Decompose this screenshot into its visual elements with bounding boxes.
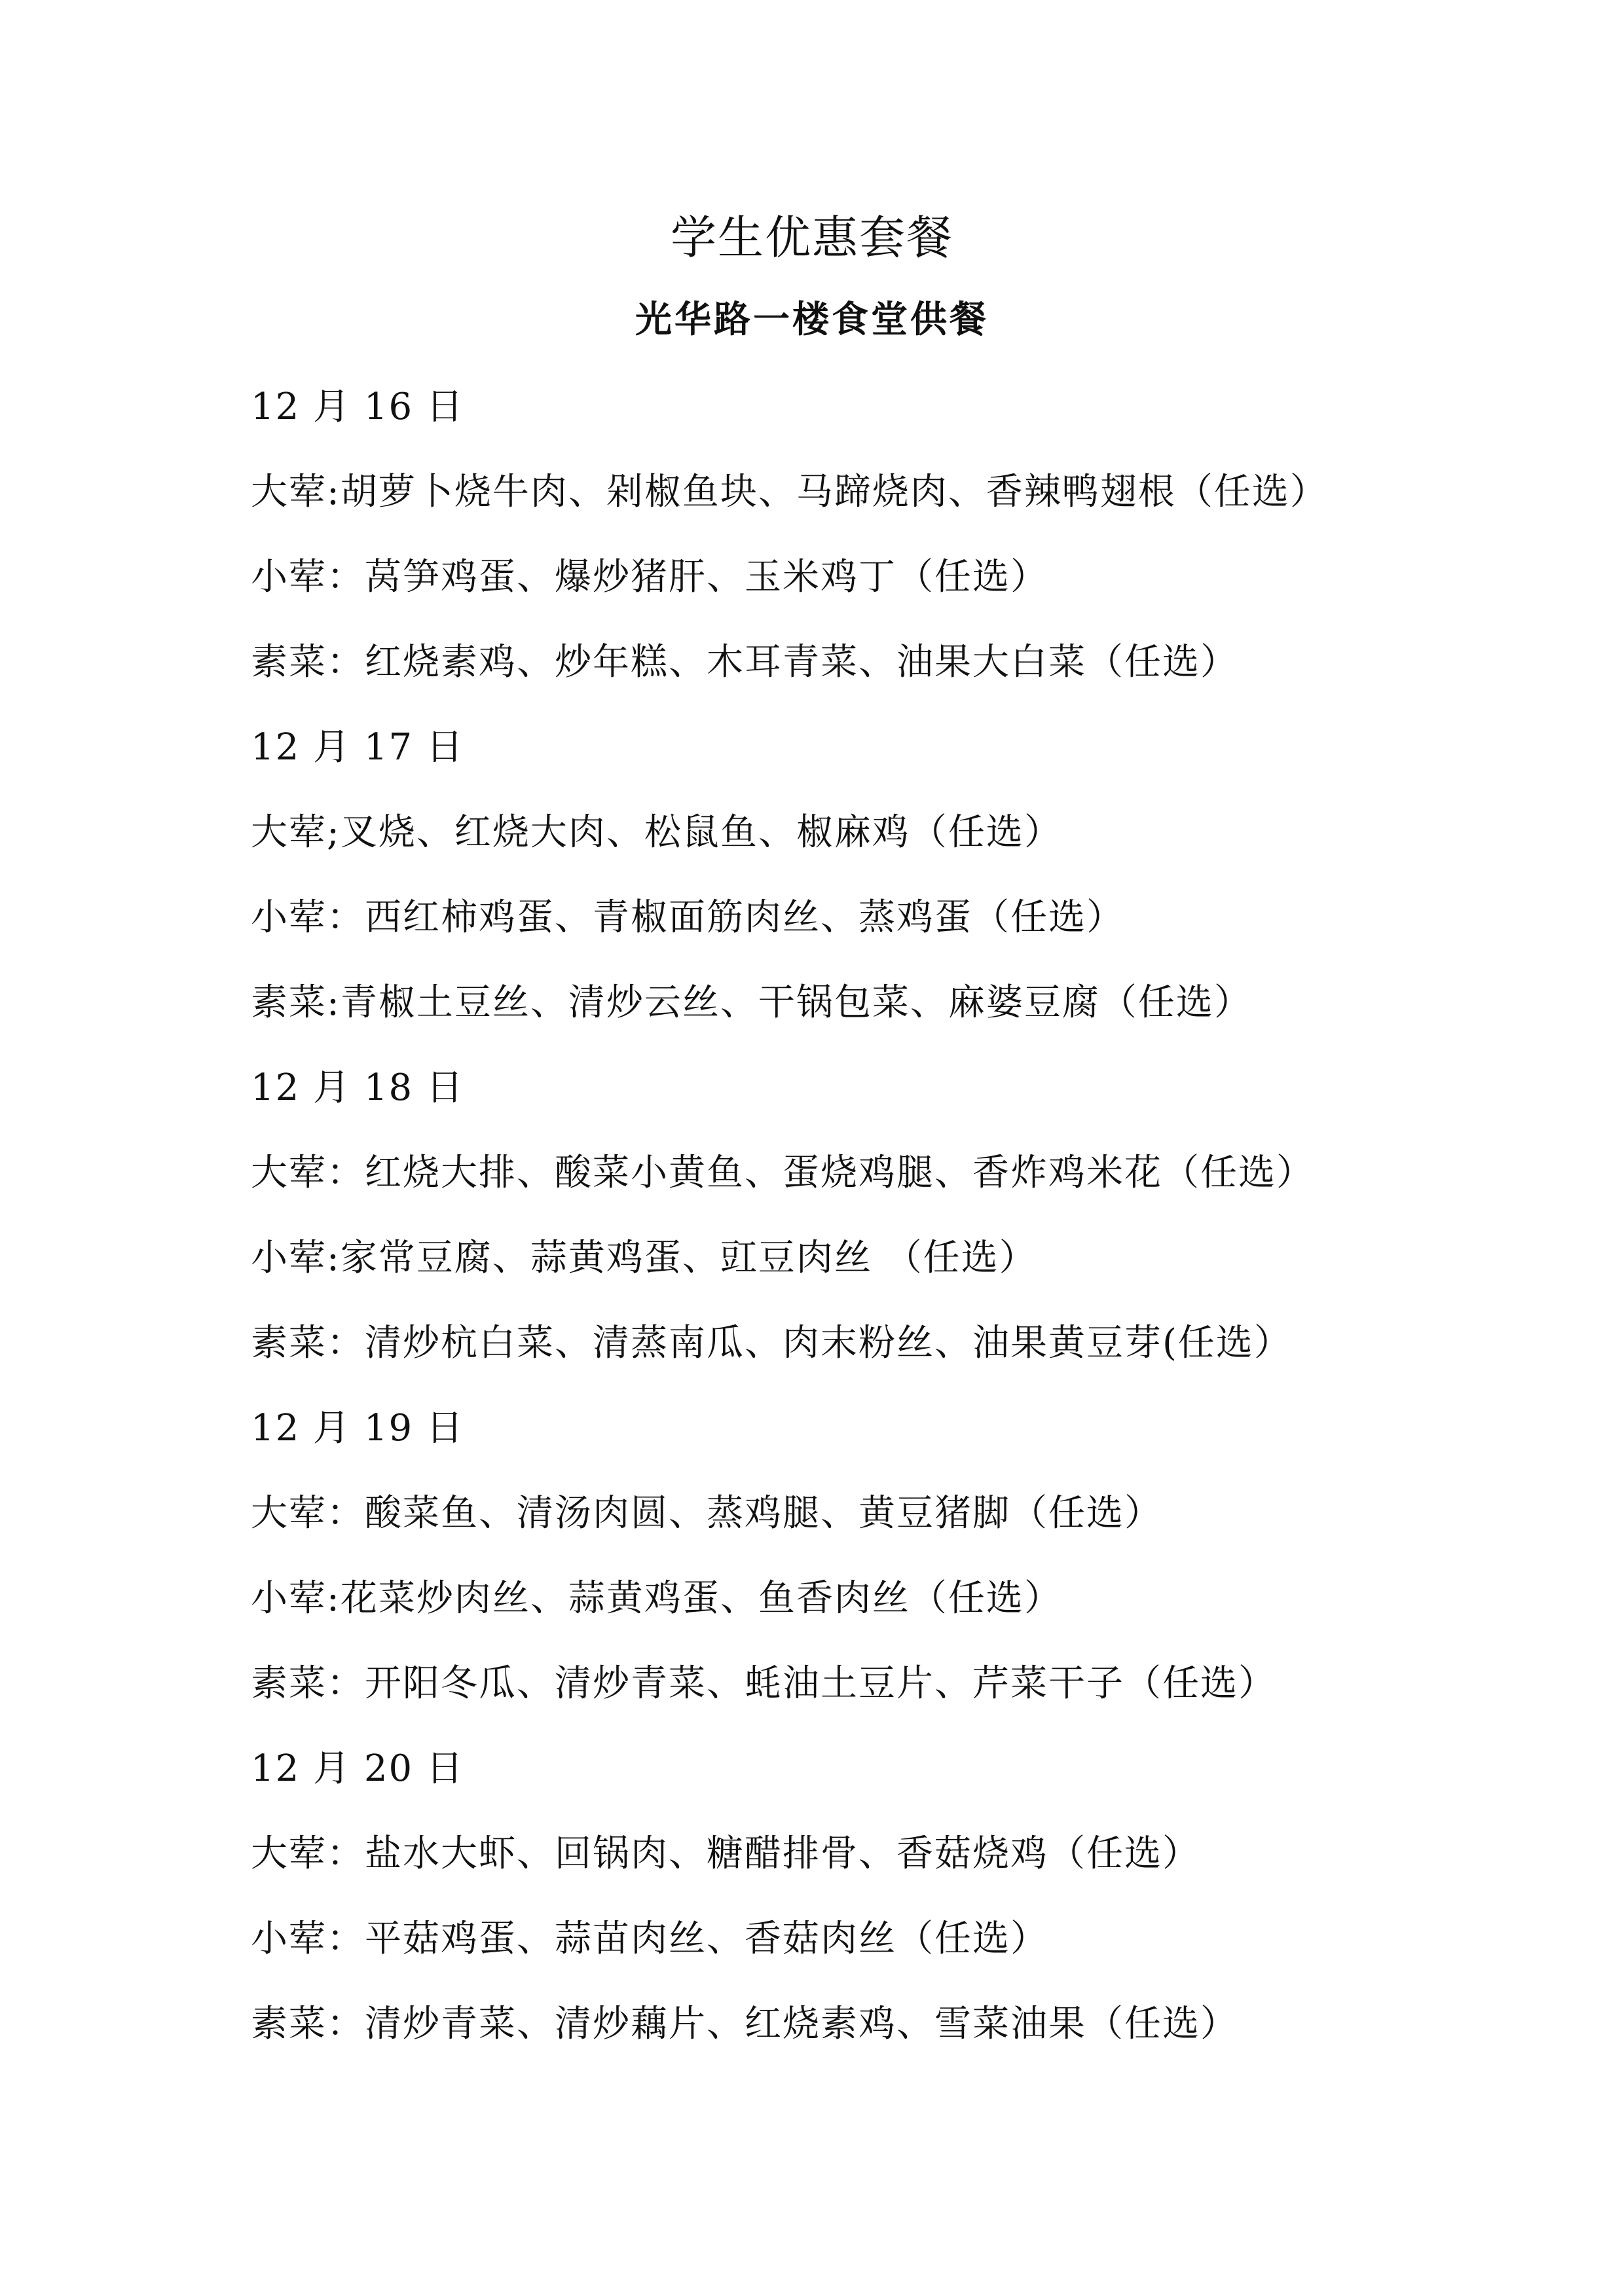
weekly-menu	[251, 382, 1560, 2085]
date-line: 12 月 19 日	[251, 1407, 464, 1449]
menu-line-meat-large: 大荤：酸菜鱼、清汤肉圆、蒸鸡腿、黄豆猪脚（任选）	[251, 1492, 1162, 1535]
menu-line-meat-large: 大荤:胡萝卜烧牛肉、剁椒鱼块、马蹄烧肉、香辣鸭翅根（任选）	[251, 471, 1328, 513]
page-subtitle: 光华路一楼食堂供餐	[635, 298, 989, 341]
menu-line-meat-small: 小荤:家常豆腐、蒜黄鸡蛋、豇豆肉丝 （任选）	[251, 1237, 1037, 1279]
date-line: 12 月 16 日	[251, 386, 464, 428]
menu-line-meat-large: 大荤;叉烧、红烧大肉、松鼠鱼、椒麻鸡（任选）	[251, 811, 1062, 854]
menu-line-vegetable: 素菜：清炒杭白菜、清蒸南瓜、肉末粉丝、油果黄豆芽(任选）	[251, 1322, 1292, 1364]
menu-line-meat-large: 大荤：红烧大排、酸菜小黄鱼、蛋烧鸡腿、香炸鸡米花（任选）	[251, 1152, 1314, 1194]
menu-line-vegetable: 素菜：开阳冬瓜、清炒青菜、蚝油土豆片、芹菜干子（任选）	[251, 1662, 1276, 1705]
date-line: 12 月 17 日	[251, 726, 464, 769]
page-title: 学生优惠套餐	[671, 211, 953, 264]
menu-line-vegetable: 素菜:青椒土豆丝、清炒云丝、干锅包菜、麻婆豆腐（任选）	[251, 981, 1252, 1024]
menu-line-meat-small: 小荤：莴笋鸡蛋、爆炒猪肝、玉米鸡丁（任选）	[251, 556, 1048, 598]
date-line: 12 月 18 日	[251, 1066, 464, 1109]
menu-line-meat-small: 小荤：西红柿鸡蛋、青椒面筋肉丝、蒸鸡蛋（任选）	[251, 896, 1124, 939]
menu-line-meat-small: 小荤：平菇鸡蛋、蒜苗肉丝、香菇肉丝（任选）	[251, 1918, 1048, 1960]
menu-line-meat-large: 大荤：盐水大虾、回锅肉、糖醋排骨、香菇烧鸡（任选）	[251, 1832, 1200, 1875]
menu-line-vegetable: 素菜：清炒青菜、清炒藕片、红烧素鸡、雪菜油果（任选）	[251, 2003, 1238, 2045]
menu-line-vegetable: 素菜：红烧素鸡、炒年糕、木耳青菜、油果大白菜（任选）	[251, 641, 1238, 683]
menu-line-meat-small: 小荤:花菜炒肉丝、蒜黄鸡蛋、鱼香肉丝（任选）	[251, 1577, 1062, 1620]
date-line: 12 月 20 日	[251, 1747, 464, 1790]
